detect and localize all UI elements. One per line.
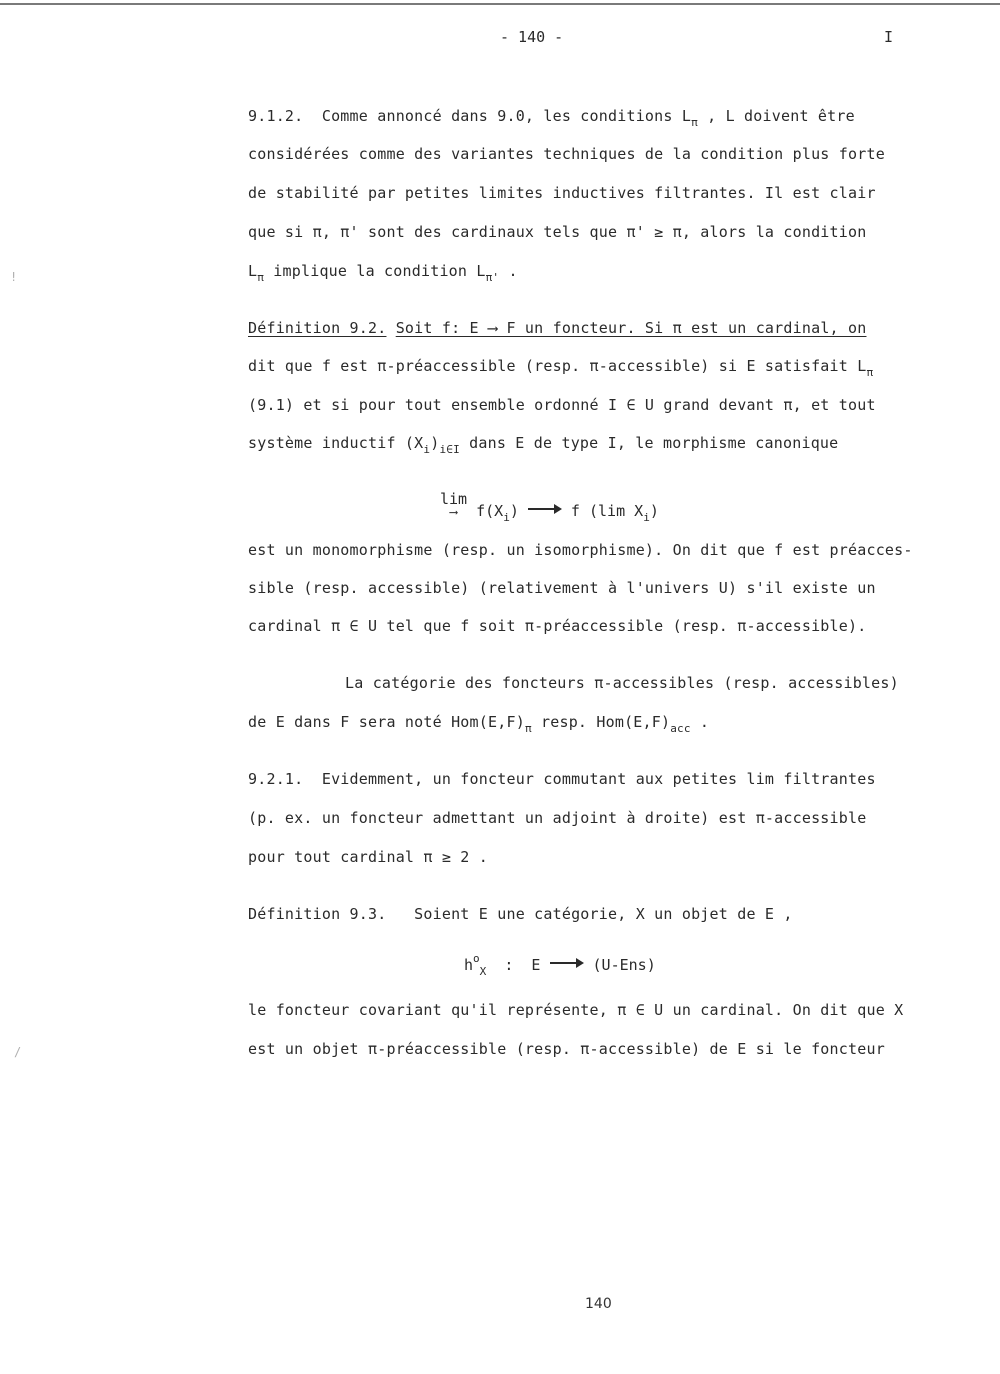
page-header-mark: I	[884, 28, 894, 46]
p912-line1: 9.1.2. Comme annoncé dans 9.0, les conditions $L_\pi$ , L doivent être	[248, 107, 855, 129]
top-rule	[0, 3, 1000, 5]
p912-line5: $L_\pi$ implique la condition $L_{\pi'}$ .	[248, 262, 518, 284]
margin-mark-1: !	[10, 270, 18, 284]
def92-line9: de E dans F sera noté $Hom(E,F)_\pi$ resp. $Hom(E,F)_{acc}$ .	[248, 713, 710, 735]
def93-line3: est un objet π-préaccessible (resp. π-accessible) de E si le foncteur	[248, 1040, 885, 1058]
def92-line5: est un monomorphisme (resp. un isomorphisme). On dit que f est préacces-	[248, 541, 913, 559]
def92-line1: Définition 9.2. Soit f: E ⟶ F un foncteur. Si π est un cardinal, on	[248, 319, 867, 337]
def93-line2: le foncteur covariant qu'il représente, π ∈ U un cardinal. On dit que X	[248, 1001, 904, 1019]
def93-formula: $h^o_X$ : E (U-Ens)	[464, 952, 656, 978]
def92-line4: système inductif $(X_i)_{i\in I}$ dans E de type I, le morphisme canonique	[248, 434, 839, 456]
p921-line2: (p. ex. un foncteur admettant un adjoint à droite) est π-accessible	[248, 809, 867, 827]
lim-arrow-left: lim ⟶	[440, 490, 468, 519]
p921-line1: 9.2.1. Evidemment, un foncteur commutant aux petites lim filtrantes	[248, 770, 876, 788]
page-header-number: - 140 -	[500, 28, 564, 46]
formula-arrow-icon-2	[550, 958, 584, 968]
def92-formula: lim ⟶ $f(X_i)$ f (lim $X_i$)	[440, 490, 659, 524]
def92-line8: La catégorie des foncteurs π-accessibles (resp. accessibles)	[345, 674, 899, 692]
p912-line2: considérées comme des variantes techniques de la condition plus forte	[248, 145, 885, 163]
def92-line3: (9.1) et si pour tout ensemble ordonné I ∈ U grand devant π, et tout	[248, 396, 876, 414]
def92-line2: dit que f est π-préaccessible (resp. π-accessible) si E satisfait $L_\pi$	[248, 357, 874, 379]
p921-line3: pour tout cardinal π ≥ 2 .	[248, 848, 488, 866]
formula-arrow-icon	[528, 504, 562, 514]
def93-line1: Définition 9.3. Soient E une catégorie, X un objet de E ,	[248, 905, 793, 923]
p912-line4: que si π, π' sont des cardinaux tels que π' ≥ π, alors la condition	[248, 223, 867, 241]
p912-line3: de stabilité par petites limites inductives filtrantes. Il est clair	[248, 184, 876, 202]
def92-line6: sible (resp. accessible) (relativement à l'univers U) s'il existe un	[248, 579, 876, 597]
margin-mark-2: /	[14, 1045, 22, 1059]
footer-page-number: 140	[585, 1296, 612, 1312]
def92-line7: cardinal π ∈ U tel que f soit π-préaccessible (resp. π-accessible).	[248, 617, 867, 635]
